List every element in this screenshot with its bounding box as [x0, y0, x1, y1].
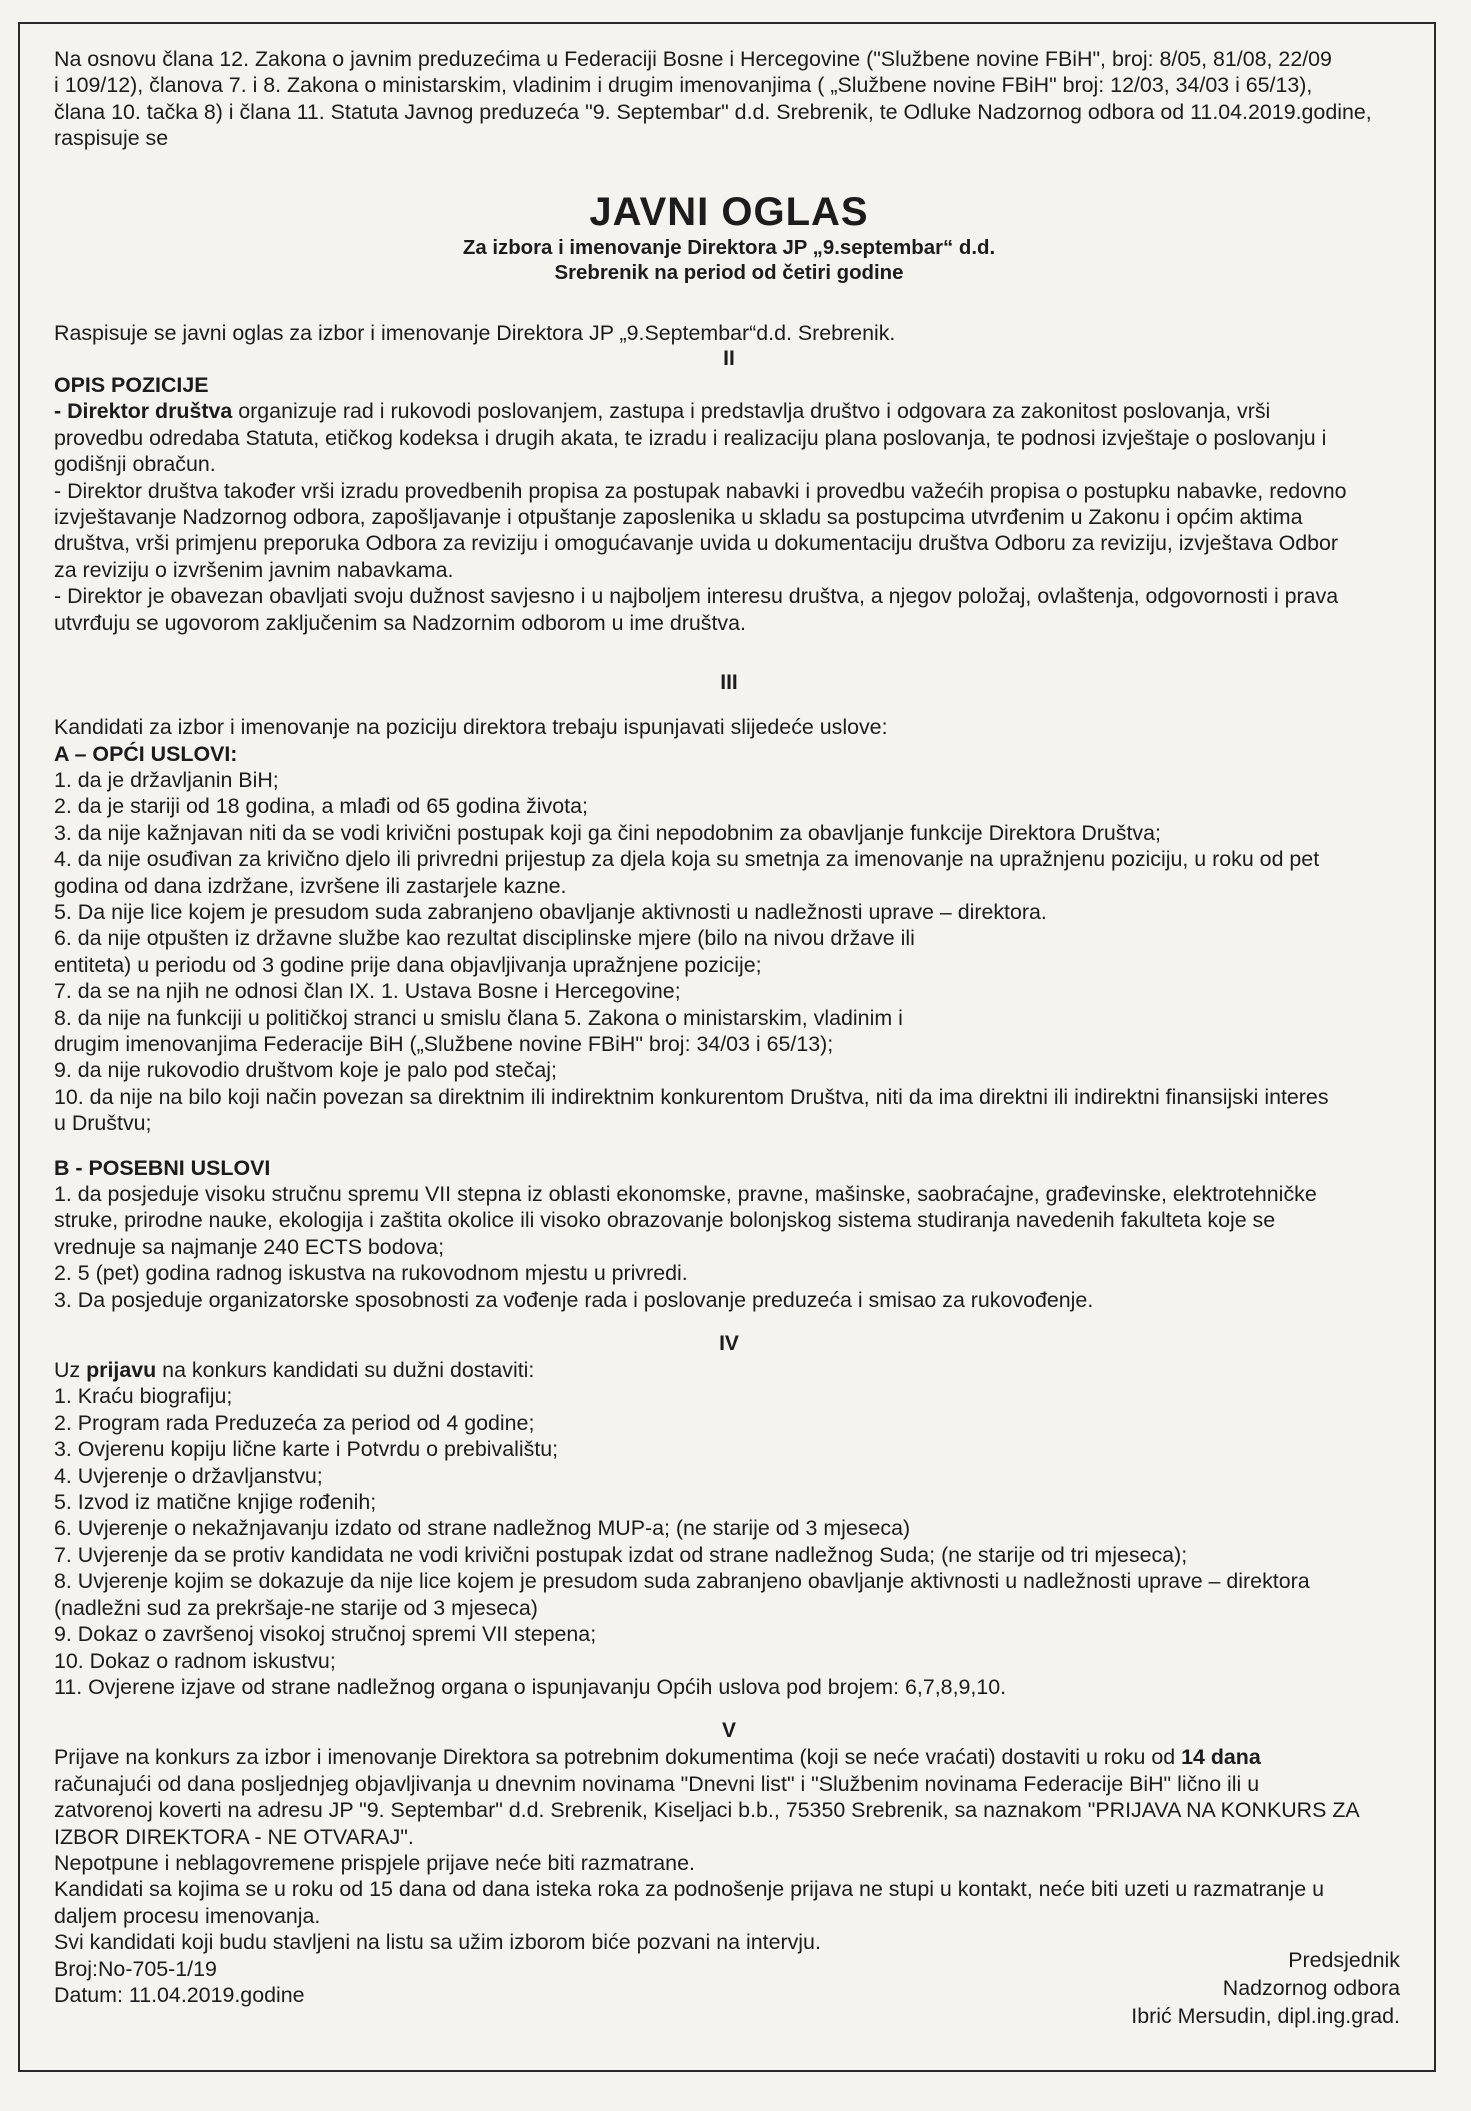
announcement-title: JAVNI OGLAS	[589, 189, 869, 234]
text-line: Nepotpune i neblagovremene prispjele prijave neće biti razmatrane.	[54, 1850, 695, 1875]
list-item: u Društvu;	[54, 1111, 152, 1136]
list-item: 10. da nije na bilo koji način povezan sa direktnim ili indirektnim konkurentom Društva, niti da ima direktni ili indirektni finansijski interes	[54, 1084, 1329, 1109]
list-item: vrednuje sa najmanje 240 ECTS bodova;	[54, 1234, 445, 1259]
signatory-title: Predsjednik	[1288, 1948, 1400, 1972]
list-item: drugim imenovanjima Federacije BiH („Službene novine FBiH" broj: 34/03 i 65/13);	[54, 1031, 834, 1056]
text-line: Kandidati sa kojima se u roku od 15 dana od dana isteka roka za podnošenje prijava ne stupi u kontakt, neće biti uzeti u razmatranje u	[54, 1877, 1324, 1902]
text-line: raspisuje se	[54, 126, 169, 151]
section-numeral: V	[721, 1719, 736, 1743]
list-item: 3. da nije kažnjavan niti da se vodi krivični postupak koji ga čini nepodobnim za obavljanje funkcije Direktora Društva;	[54, 820, 1161, 845]
list-item: 2. 5 (pet) godina radnog iskustva na rukovodnom mjestu u privredi.	[54, 1261, 688, 1286]
text-line	[54, 1744, 1404, 1770]
text-line	[54, 398, 1404, 424]
section-iii	[54, 714, 1404, 1313]
section-i-text: Raspisuje se javni oglas za izbor i imenovanje Direktora JP „9.Septembar“d.d. Srebrenik.	[54, 320, 896, 345]
text-line: IZBOR DIREKTORA - NE OTVARAJ".	[54, 1824, 414, 1849]
text-line: računajući od dana posljednjeg objavljivanja u dnevnim novinama "Dnevni list" i "Službenim novinama Federacije BiH" lično ili u	[54, 1771, 1260, 1796]
signatory-name: Ibrić Mersudin, dipl.ing.grad.	[1131, 2004, 1400, 2028]
list-item: 1. da posjeduje visoku stručnu spremu VII stepna iz oblasti ekonomske, pravne, mašinske, saobraćajne, građevinske, elektrotehničke	[54, 1182, 1317, 1206]
list-item: 5. Da nije lice kojem je presudom suda zabranjeno obavljanje aktivnosti u nadležnosti uprave – direktora.	[54, 899, 1047, 924]
bold-lead: - Direktor društva	[54, 399, 233, 424]
text-line: društva, vrši primjenu preporuka Odbora za reviziju i omogućavanje uvida u dokumentaciju društva Odboru za reviziju, izvještava Odbor	[54, 531, 1339, 556]
list-item: godina od dana izdržane, izvršene ili zastarjele kazne.	[54, 873, 567, 898]
section-numeral: II	[723, 347, 735, 371]
text-line: Svi kandidati koji budu stavljeni na listu sa užim izborom biće pozvani na intervju.	[54, 1930, 821, 1955]
bold-word: prijavu	[86, 1358, 157, 1383]
list-item: entiteta) u periodu od 3 godine prije dana objavljivanja upražnjene pozicije;	[54, 952, 762, 977]
list-item: 5. Izvod iz matične knjige rođenih;	[54, 1490, 377, 1515]
text-line: - Direktor je obavezan obavljati svoju dužnost savjesno i u najboljem interesu društva, a njegov položaj, ovlaštenja, odgovornosti i prava	[54, 584, 1339, 609]
list-item: 2. Program rada Preduzeća za period od 4 godine;	[54, 1410, 535, 1435]
list-item: 3. Ovjerenu kopiju lične karte i Potvrdu o prebivalištu;	[54, 1437, 559, 1462]
section-heading: A – OPĆI USLOVI:	[54, 741, 238, 766]
announcement-frame	[18, 22, 1436, 2072]
text-line: provedbu odredaba Statuta, etičkog kodeksa i drugih akata, te izradu i realizaciju plana poslovanja, te podnosi izvještaje o poslovanju i	[54, 425, 1327, 450]
text-line: izvještavanje Nadzornog odbora, zapošljavanje i otpuštanje zaposlenika u skladu sa postupcima utvrđenim u Zakonu i općim aktima	[54, 505, 1303, 530]
list-item: 2. da je stariji od 18 godina, a mlađi od 65 godina života;	[54, 794, 588, 819]
text-line: i 109/12), članova 7. i 8. Zakona o ministarskim, vladinim i drugim imenovanjima ( „Službene novine FBiH" broj: 12/03, 34/03 i 65/13),	[54, 73, 1313, 98]
list-item: 4. da nije osuđivan za krivično djelo ili privredni prijestup za djela koja su smetnja za imenovanje na upražnjenu poziciju, u roku od pet	[54, 847, 1320, 872]
signature-block	[1131, 1946, 1400, 2030]
list-item: struke, prirodne nauke, ekologija i zaštita okolice ili visoko obrazovanje bolonjskog sistema studiranja navedenih fakulteta koje se	[54, 1208, 1276, 1233]
document-number: Broj:No-705-1/19	[54, 1956, 217, 1981]
list-item: 1. Kraću biografiju;	[54, 1384, 233, 1409]
list-item: (nadležni sud za prekršaje-ne starije od 3 mjeseca)	[54, 1595, 538, 1620]
list-item: 6. da nije otpušten iz državne službe kao rezultat disciplinske mjere (bilo na nivou države ili	[54, 926, 915, 951]
list-item: 7. da se na njih ne odnosi član IX. 1. Ustava Bosne i Hercegovine;	[54, 979, 681, 1004]
list-item: 9. da nije rukovodio društvom koje je palo pod stečaj;	[54, 1058, 557, 1083]
text-run: na konkurs kandidati su dužni dostaviti:	[156, 1358, 535, 1383]
text-line: zatvorenoj koverti na adresu JP "9. Septembar" d.d. Srebrenik, Kiseljaci b.b., 75350 Srebrenik, sa naznakom "PRIJAVA NA KONKURS ZA	[54, 1798, 1360, 1823]
text-line: daljem procesu imenovanja.	[54, 1903, 321, 1928]
text-run: Prijave na konkurs za izbor i imenovanje Direktora sa potrebnim dokumentima (koji se neće vraćati) dostaviti u roku od	[54, 1745, 1182, 1770]
text-line: Kandidati za izbor i imenovanje na poziciju direktora trebaju ispunjavati slijedeće uslove:	[54, 715, 888, 740]
list-item: 11. Ovjerene izjave od strane nadležnog organa o ispunjavanju Općih uslova pod brojem: 6,7,8,9,10.	[54, 1674, 1007, 1699]
list-item: 8. da nije na funkciji u političkoj stranci u smislu člana 5. Zakona o ministarskim, vladinim i	[54, 1005, 903, 1030]
text-run: organizuje rad i rukovodi poslovanjem, zastupa i predstavlja društvo i odgovara za zakonitost poslovanja, vrši	[232, 399, 1271, 424]
text-line: - Direktor društva također vrši izradu provedbenih propisa za postupak nabavki i provedbu važećih propisa o postupku nabavke, redovno	[54, 478, 1347, 503]
list-item: 7. Uvjerenje da se protiv kandidata ne vodi krivični postupak izdat od strane nadležnog Suda; (ne starije od tri mjeseca);	[54, 1542, 1188, 1567]
list-item: 9. Dokaz o završenoj visokoj stručnoj spremi VII stepena;	[54, 1622, 597, 1647]
list-item: 8. Uvjerenje kojim se dokazuje da nije lice kojem je presudom suda zabranjeno obavljanje aktivnosti u nadležnosti uprave – direktora	[54, 1569, 1310, 1594]
list-item: 3. Da posjeduje organizatorske sposobnosti za vođenje rada i poslovanje preduzeća i smisao za rukovođenje.	[54, 1287, 1094, 1312]
signatory-body: Nadzornog odbora	[1222, 1976, 1400, 2000]
section-heading: OPIS POZICIJE	[54, 373, 209, 398]
announcement-subtitle: Za izbora i imenovanje Direktora JP „9.septembar“ d.d.	[462, 236, 996, 259]
document-date: Datum: 11.04.2019.godine	[54, 1982, 305, 2007]
text-line: Na osnovu člana 12. Zakona o javnim preduzećima u Federaciji Bosne i Hercegovine ("Službene novine FBiH", broj: 8/05, 81/08, 22/09	[54, 47, 1332, 71]
section-iv	[54, 1357, 1404, 1700]
text-line: za reviziju o izvršenim javnim nabavkama.	[54, 557, 454, 582]
bold-deadline: 14 dana	[1181, 1745, 1261, 1770]
list-item: 6. Uvjerenje o nekažnjavanju izdato od strane nadležnog MUP-a; (ne starije od 3 mjeseca)	[54, 1516, 911, 1541]
list-item: 10. Dokaz o radnom iskustvu;	[54, 1648, 336, 1673]
list-item: 1. da je državljanin BiH;	[54, 767, 279, 792]
text-line: člana 10. tačka 8) i člana 11. Statuta Javnog preduzeća "9. Septembar" d.d. Srebrenik, te Odluke Nadzornog odbora od 11.04.2019.godine,	[54, 99, 1372, 124]
legal-basis-paragraph	[54, 46, 1404, 152]
announcement-subtitle: Srebrenik na period od četiri godine	[554, 261, 904, 284]
list-item: 4. Uvjerenje o državljanstvu;	[54, 1463, 323, 1488]
section-numeral: IV	[719, 1332, 739, 1356]
text-line	[54, 1357, 1404, 1383]
section-ii	[54, 372, 1404, 636]
text-run: Uz	[54, 1358, 87, 1383]
section-numeral: III	[720, 671, 738, 695]
section-heading: B - POSEBNI USLOVI	[54, 1155, 271, 1180]
text-line: utvrđuju se ugovorom zaključenim sa Nadzornim odborom u ime društva.	[54, 610, 746, 635]
text-line: godišnji obračun.	[54, 452, 216, 477]
